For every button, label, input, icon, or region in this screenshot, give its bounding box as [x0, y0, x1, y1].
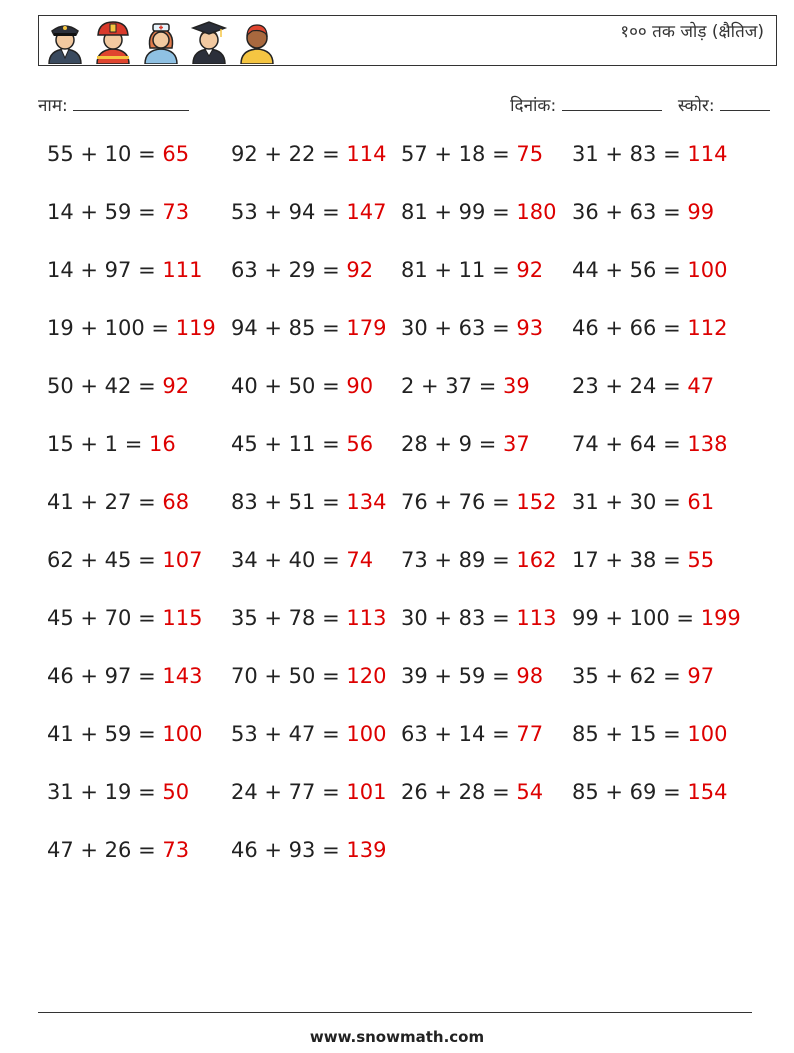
problem — [572, 374, 714, 398]
footer-divider — [38, 1012, 752, 1013]
problem-expression: 41 + 59 = — [47, 722, 163, 746]
problem-expression: 85 + 15 = — [572, 722, 688, 746]
problem-expression: 94 + 85 = — [231, 316, 347, 340]
problem — [401, 664, 543, 688]
problem — [47, 142, 189, 166]
problem-answer: 111 — [162, 258, 203, 282]
problem-answer: 54 — [516, 780, 544, 804]
problem-answer: 37 — [502, 432, 530, 456]
problem-expression: 46 + 97 = — [47, 664, 163, 688]
problem — [401, 432, 530, 456]
problem-answer: 180 — [516, 200, 557, 224]
problem-answer: 115 — [162, 606, 203, 630]
problem — [401, 606, 556, 630]
date-label: दिनांक: — [510, 96, 557, 116]
problem-answer: 139 — [346, 838, 387, 862]
problem-answer: 179 — [346, 316, 387, 340]
problem-expression: 63 + 29 = — [231, 258, 347, 282]
problem — [401, 142, 543, 166]
problem — [47, 780, 189, 804]
problem-answer: 154 — [687, 780, 728, 804]
score-blank[interactable] — [720, 92, 770, 111]
problem-expression: 28 + 9 = — [401, 432, 503, 456]
problem — [572, 258, 727, 282]
problem-answer: 99 — [687, 200, 715, 224]
score-label: स्कोर: — [677, 96, 715, 116]
problem — [572, 432, 727, 456]
problem-answer: 73 — [162, 200, 190, 224]
problem-answer: 75 — [516, 142, 544, 166]
problem-expression: 30 + 63 = — [401, 316, 517, 340]
problem-expression: 35 + 78 = — [231, 606, 347, 630]
problem — [47, 258, 202, 282]
problem-answer: 162 — [516, 548, 557, 572]
problem-expression: 50 + 42 = — [47, 374, 163, 398]
problem-answer: 143 — [162, 664, 203, 688]
problem-answer: 152 — [516, 490, 557, 514]
problem — [47, 432, 176, 456]
problem — [231, 316, 386, 340]
problem — [401, 258, 543, 282]
problem — [572, 200, 714, 224]
problem-answer: 77 — [516, 722, 544, 746]
problem-answer: 147 — [346, 200, 387, 224]
problem-answer: 68 — [162, 490, 190, 514]
name-label: नाम: — [38, 96, 68, 116]
problem-expression: 62 + 45 = — [47, 548, 163, 572]
problem-expression: 17 + 38 = — [572, 548, 688, 572]
problem-expression: 63 + 14 = — [401, 722, 517, 746]
problem-expression: 39 + 59 = — [401, 664, 517, 688]
problem-expression: 14 + 97 = — [47, 258, 163, 282]
problem-answer: 92 — [346, 258, 374, 282]
problem-expression: 26 + 28 = — [401, 780, 517, 804]
footer-url: www.snowmath.com — [309, 1028, 485, 1046]
problem-expression: 47 + 26 = — [47, 838, 163, 862]
graduate-icon — [187, 18, 231, 64]
problem-answer: 199 — [700, 606, 741, 630]
problem-answer: 65 — [162, 142, 190, 166]
problem-answer: 114 — [687, 142, 728, 166]
name-blank[interactable] — [73, 92, 189, 111]
problem-answer: 56 — [346, 432, 374, 456]
problem-expression: 46 + 93 = — [231, 838, 347, 862]
problem-expression: 45 + 70 = — [47, 606, 163, 630]
problem-expression: 35 + 62 = — [572, 664, 688, 688]
problem-answer: 73 — [162, 838, 190, 862]
problem-answer: 107 — [162, 548, 203, 572]
problem — [231, 606, 386, 630]
problem-expression: 92 + 22 = — [231, 142, 347, 166]
problem — [47, 548, 202, 572]
problem-answer: 93 — [516, 316, 544, 340]
problem — [231, 548, 373, 572]
problem — [572, 142, 727, 166]
problem-answer: 119 — [175, 316, 216, 340]
problem-answer: 100 — [346, 722, 387, 746]
problem-expression: 24 + 77 = — [231, 780, 347, 804]
problem-answer: 97 — [687, 664, 715, 688]
problem — [47, 490, 189, 514]
problem — [572, 722, 727, 746]
problem — [572, 606, 741, 630]
problem — [572, 780, 727, 804]
problem-answer: 138 — [687, 432, 728, 456]
problem-expression: 57 + 18 = — [401, 142, 517, 166]
problem-answer: 74 — [346, 548, 374, 572]
problem-expression: 41 + 27 = — [47, 490, 163, 514]
problem-answer: 98 — [516, 664, 544, 688]
firefighter-icon — [91, 18, 135, 64]
problem — [572, 490, 714, 514]
problem — [47, 200, 189, 224]
date-score-field — [510, 92, 770, 116]
police-officer-icon — [43, 18, 87, 64]
problem-expression: 70 + 50 = — [231, 664, 347, 688]
problem — [401, 548, 556, 572]
problem — [231, 142, 386, 166]
problem-expression: 45 + 11 = — [231, 432, 347, 456]
person-icon — [235, 18, 279, 64]
problem-expression: 30 + 83 = — [401, 606, 517, 630]
problem-expression: 53 + 47 = — [231, 722, 347, 746]
problem — [572, 664, 714, 688]
problem-expression: 81 + 11 = — [401, 258, 517, 282]
problem-expression: 2 + 37 = — [401, 374, 503, 398]
problem — [401, 200, 556, 224]
problem — [401, 780, 543, 804]
problem — [231, 664, 386, 688]
problem — [231, 374, 373, 398]
problem-answer: 100 — [687, 722, 728, 746]
problem-answer: 47 — [687, 374, 715, 398]
problem — [47, 316, 216, 340]
problem-answer: 113 — [346, 606, 387, 630]
problem-answer: 39 — [502, 374, 530, 398]
problem — [401, 722, 543, 746]
problem-answer: 55 — [687, 548, 715, 572]
name-field — [38, 92, 189, 116]
problem-answer: 61 — [687, 490, 715, 514]
avatar-strip — [43, 18, 279, 64]
problem-expression: 14 + 59 = — [47, 200, 163, 224]
problem-answer: 113 — [516, 606, 557, 630]
problem-expression: 36 + 63 = — [572, 200, 688, 224]
problem-expression: 99 + 100 = — [572, 606, 701, 630]
problem-answer: 112 — [687, 316, 728, 340]
problem-answer: 50 — [162, 780, 190, 804]
problem — [572, 316, 727, 340]
problem-answer: 16 — [148, 432, 176, 456]
problem-answer: 92 — [162, 374, 190, 398]
worksheet-title: १०० तक जोड़ (क्षैतिज) — [620, 22, 764, 42]
problem — [47, 664, 202, 688]
problem-answer: 100 — [687, 258, 728, 282]
problem-expression: 85 + 69 = — [572, 780, 688, 804]
problem — [231, 838, 386, 862]
problem — [47, 838, 189, 862]
problem-expression: 44 + 56 = — [572, 258, 688, 282]
problem-expression: 31 + 19 = — [47, 780, 163, 804]
problem — [47, 374, 189, 398]
problem — [401, 374, 530, 398]
problem — [231, 432, 373, 456]
problem-expression: 19 + 100 = — [47, 316, 176, 340]
problem-expression: 15 + 1 = — [47, 432, 149, 456]
problem — [231, 490, 386, 514]
date-blank[interactable] — [562, 92, 662, 111]
problem — [231, 258, 373, 282]
problem-expression: 83 + 51 = — [231, 490, 347, 514]
problem-expression: 40 + 50 = — [231, 374, 347, 398]
problem — [401, 316, 543, 340]
problem — [231, 200, 386, 224]
problem-expression: 55 + 10 = — [47, 142, 163, 166]
problem-answer: 100 — [162, 722, 203, 746]
problem-expression: 74 + 64 = — [572, 432, 688, 456]
problem-answer: 90 — [346, 374, 374, 398]
problem — [231, 780, 386, 804]
problem — [47, 722, 202, 746]
nurse-icon — [139, 18, 183, 64]
problem-answer: 120 — [346, 664, 387, 688]
problem-expression: 34 + 40 = — [231, 548, 347, 572]
problem — [231, 722, 386, 746]
problem-answer: 134 — [346, 490, 387, 514]
problem-expression: 31 + 83 = — [572, 142, 688, 166]
problem-expression: 76 + 76 = — [401, 490, 517, 514]
problem-expression: 31 + 30 = — [572, 490, 688, 514]
problem-expression: 23 + 24 = — [572, 374, 688, 398]
problem — [572, 548, 714, 572]
problem-answer: 114 — [346, 142, 387, 166]
problem-expression: 46 + 66 = — [572, 316, 688, 340]
problem — [47, 606, 202, 630]
problem — [401, 490, 556, 514]
problem-expression: 53 + 94 = — [231, 200, 347, 224]
problem-expression: 81 + 99 = — [401, 200, 517, 224]
header-box — [38, 15, 777, 66]
problem-answer: 101 — [346, 780, 387, 804]
problem-answer: 92 — [516, 258, 544, 282]
problem-expression: 73 + 89 = — [401, 548, 517, 572]
